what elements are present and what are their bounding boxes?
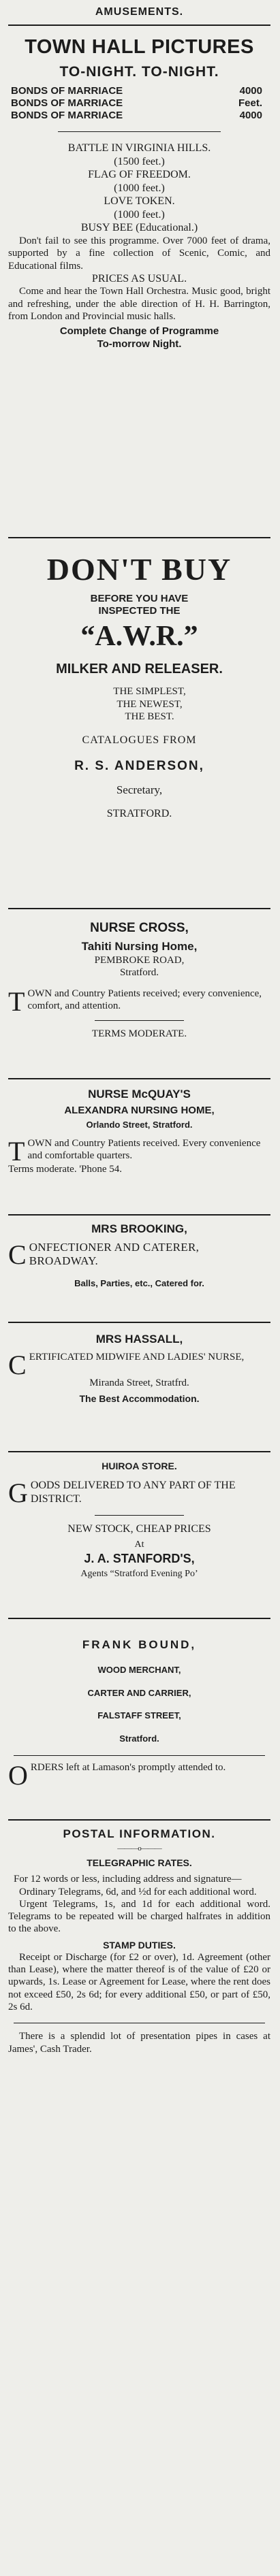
street: FALSTAFF STREET, — [97, 1710, 181, 1721]
divider — [95, 1515, 184, 1516]
body-text: ONFECTIONER AND CATERER, BROADWAY. — [29, 1240, 200, 1268]
subsection-title: TELEGRAPHIC RATES. — [87, 1857, 192, 1869]
product-brand: “A.W.R.” — [80, 620, 198, 652]
ad-title: TOWN HALL PICTURES — [25, 35, 254, 58]
rates-text: Ordinary Telegrams, 6d, and ½d for each additional word. — [19, 1886, 257, 1897]
film-length: (1000 feet.) — [114, 182, 165, 194]
ad-name: NURSE McQUAY'S — [88, 1088, 191, 1100]
programme-list — [8, 85, 270, 123]
agent-name: R. S. ANDERSON, — [74, 758, 204, 773]
street: Orlando Street, Stratford. — [86, 1120, 193, 1130]
town: Stratford. — [119, 967, 159, 979]
film-title: BUSY BEE (Educational.) — [80, 222, 198, 234]
drop-cap: O — [8, 1760, 28, 1791]
ad-body — [8, 1760, 270, 1791]
town-hall-pictures-ad — [8, 4, 270, 538]
trade: CARTER AND CARRIER, — [87, 1687, 191, 1698]
rates-text: For 12 words or less, including address and signature— — [14, 1874, 242, 1885]
terms: TERMS MODERATE. — [91, 1028, 187, 1039]
nurse-mcquay-ad — [8, 1079, 270, 1216]
huiroa-store-ad — [8, 1452, 270, 1619]
drop-cap: T — [8, 1135, 25, 1167]
at-line: At — [134, 1539, 144, 1550]
ad-body — [8, 1478, 270, 1509]
postal-information — [8, 1821, 270, 2055]
ad-name: MRS BROOKING, — [91, 1222, 187, 1235]
ad-name: MRS HASSALL, — [95, 1333, 183, 1346]
ad-headline: DON'T BUY — [46, 552, 232, 587]
body-text: OODS DELIVERED TO ANY PART OF THE DISTRICT. — [30, 1480, 236, 1505]
feature: THE BEST. — [125, 711, 174, 722]
street: Miranda Street, Stratfrd. — [89, 1377, 189, 1388]
trade: WOOD MERCHANT, — [97, 1664, 181, 1675]
ad-paragraph: Don't fail to see this programme. Over 7000 feet of drama, supported by a fine collection of Scenic, Comic, and Educational films. — [8, 235, 270, 272]
drop-cap: C — [8, 1239, 27, 1270]
notice-text: There is a splendid lot of presentation pipes in cases at James', Cash Trader. — [8, 2031, 270, 2055]
home-name: Tahiti Nursing Home, — [81, 940, 198, 953]
stamp-text: Receipt or Discharge (for £2 or over), 1d. Agreement (other than Lease), where the matter thereof is of the value of £20 or upwards, 1s. Lease or Agreement for Lease, where the rent does not exceed £50, 2s 6d; for every additional £50, or part of £50, 2s 6d. — [8, 1951, 270, 2012]
feature: THE SIMPLEST, — [113, 686, 186, 698]
product-name: MILKER AND RELEASER. — [56, 661, 223, 676]
agent-role: Secretary, — [116, 783, 163, 796]
ad-body — [8, 1349, 270, 1380]
divider — [95, 1020, 184, 1021]
frank-bound-ad — [8, 1619, 270, 1821]
body-text: ERTIFICATED MIDWIFE AND LADIES' NURSE, — [29, 1351, 245, 1363]
ad-line: INSPECTED THE — [98, 605, 181, 617]
mrs-hassall-ad — [8, 1323, 270, 1452]
film-title: FLAG OF FREEDOM. — [88, 169, 191, 181]
divider — [58, 131, 221, 132]
section-header: AMUSEMENTS. — [95, 6, 184, 18]
ad-line: BEFORE YOU HAVE — [90, 593, 189, 605]
mrs-brooking-ad — [8, 1216, 270, 1323]
stock-line: NEW STOCK, CHEAP PRICES — [67, 1523, 211, 1535]
section-title: POSTAL INFORMATION. — [63, 1827, 216, 1840]
film-length: (1500 feet.) — [114, 155, 165, 167]
home-name: ALEXANDRA NURSING HOME, — [64, 1104, 215, 1116]
motto: The Best Accommodation. — [79, 1393, 200, 1405]
services: Balls, Parties, etc., Catered for. — [74, 1278, 204, 1289]
subsection-title: STAMP DUTIES. — [103, 1939, 176, 1951]
drop-cap: C — [8, 1349, 27, 1380]
ad-body — [8, 1135, 270, 1167]
programme-row: BONDS OF MARRIACE 4000 — [11, 110, 262, 122]
film-title: BATTLE IN VIRGINIA HILLS. — [67, 142, 211, 154]
prices-line: PRICES AS USUAL. — [91, 272, 187, 284]
rates-text: Urgent Telegrams, 1s, and 1d for each additional word. Telegrams to be repeated will be charged halfrates in addition to the above. — [8, 1898, 270, 1935]
body-text: RDERS left at Lamason's promptly attended to. — [30, 1762, 226, 1774]
tonight-banner: TO-NIGHT. TO-NIGHT. — [59, 63, 219, 80]
change-notice: To-morrow Night. — [97, 338, 182, 350]
agent-town: STRATFORD. — [106, 807, 172, 819]
drop-cap: G — [8, 1478, 28, 1509]
feature-list — [8, 685, 270, 723]
ad-body — [8, 985, 270, 1017]
catalogues-line: CATALOGUES FROM — [82, 734, 197, 747]
body-text: OWN and Country Patients received; every convenience, comfort, and attention. — [27, 988, 262, 1011]
change-notice: Complete Change of Programme — [59, 325, 219, 338]
road: PEMBROKE ROAD, — [94, 954, 185, 966]
town: Stratford. — [119, 1733, 159, 1744]
owner-name: J. A. STANFORD'S, — [84, 1551, 195, 1565]
divider — [14, 1755, 266, 1756]
nurse-cross-ad — [8, 909, 270, 1079]
ornament-divider: ———o——— — [117, 1844, 161, 1853]
programme-row: BONDS OF MARRIACE 4000 — [11, 84, 262, 97]
ad-body — [8, 1241, 270, 1269]
feature: THE NEWEST, — [116, 698, 183, 710]
body-text: OWN and Country Patients received. Every convenience and comfortable quarters. — [27, 1137, 261, 1162]
programme-row: BONDS OF MARRIACE Feet. — [11, 97, 262, 109]
store-name: HUIROA STORE. — [102, 1461, 177, 1471]
film-title: LOVE TOKEN. — [104, 195, 175, 208]
ad-paragraph: Come and hear the Town Hall Orchestra. Music good, bright and refreshing, under the able direction of H. H. Barrington, from London and Provincial music halls. — [8, 286, 270, 322]
terms: Terms moderate. 'Phone 54. — [8, 1163, 123, 1175]
agents-line: Agents “Stratford Evening Po’ — [80, 1568, 198, 1579]
ad-name: NURSE CROSS, — [90, 921, 189, 935]
drop-cap: T — [8, 985, 25, 1017]
awr-milker-ad — [8, 538, 270, 909]
ad-name: FRANK BOUND, — [82, 1638, 197, 1651]
film-length: (1000 feet.) — [114, 208, 165, 221]
film-list — [8, 142, 270, 235]
